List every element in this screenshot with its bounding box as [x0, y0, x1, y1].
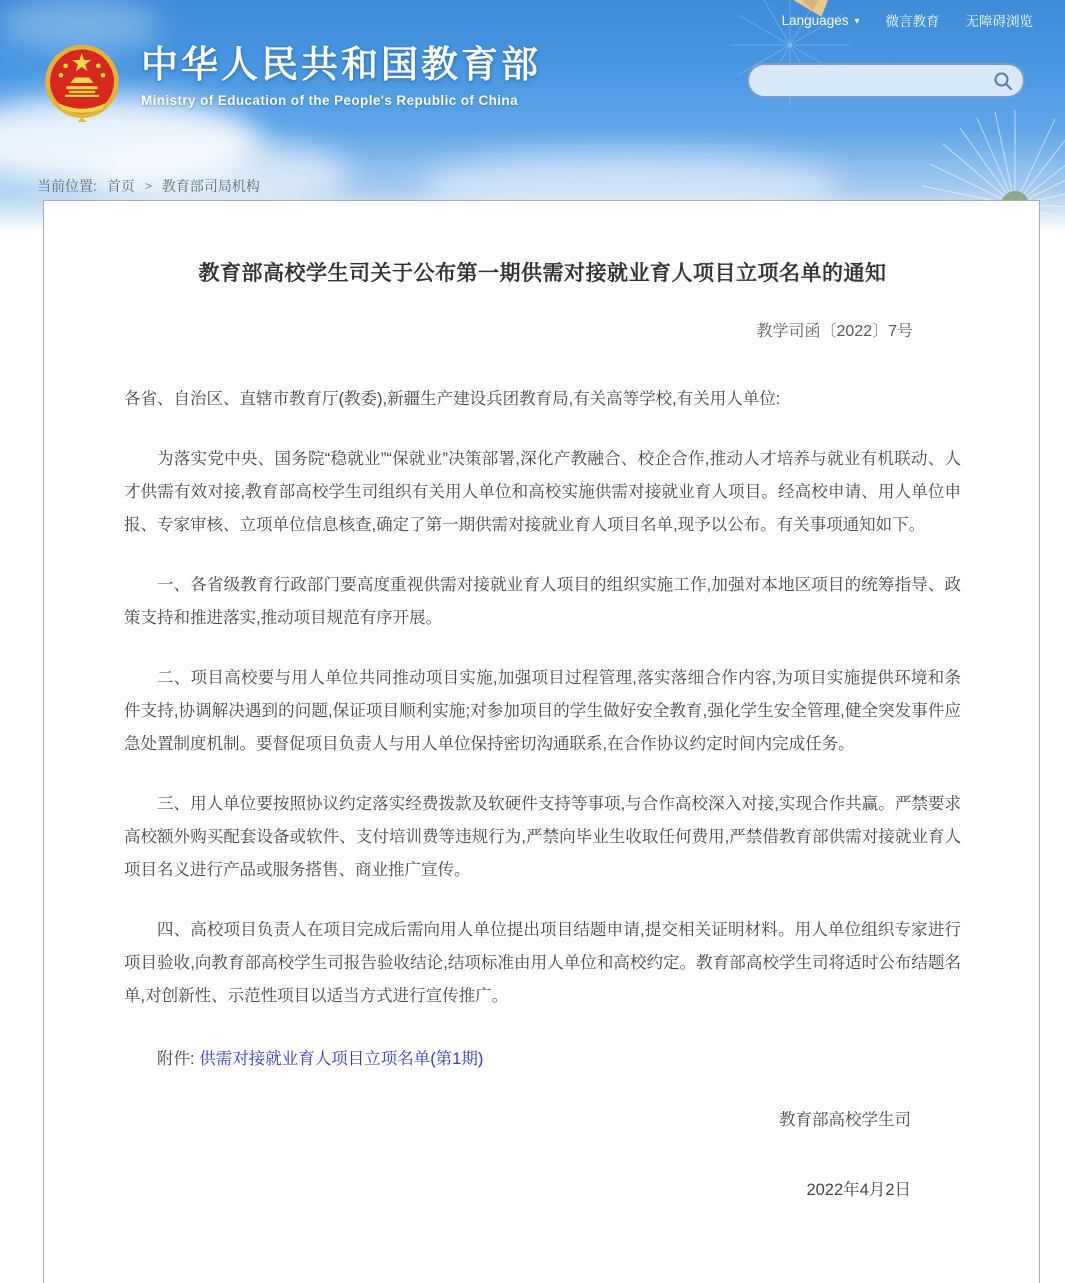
search-bar: [747, 63, 1025, 98]
search-button[interactable]: [993, 71, 1023, 91]
document-date: 2022年4月2日: [806, 1181, 911, 1200]
breadcrumb-location-label: 当前位置:: [37, 178, 97, 194]
document-paragraph: 为落实党中央、国务院“稳就业”“保就业”决策部署,深化产教融合、校企合作,推动人才培养与就业有机联动、人才供需有效对接,教育部高校学生司组织有关用人单位和高校实施供需对接就业育人项目。经高校申请、用人单位申报、专家审核、立项单位信息核查,确定了第一期供需对接就业育人项目名单,现予以公布。有关事项通知如下。: [124, 450, 961, 535]
document-addressee: 各省、自治区、直辖市教育厅(教委),新疆生产建设兵团教育局,有关高等学校,有关用人单位:: [124, 390, 781, 409]
weiyan-education-link[interactable]: 微言教育: [885, 14, 940, 29]
document-paragraph: 四、高校项目负责人在项目完成后需向用人单位提出项目结题申请,提交相关证明材料。用人单位组织专家进行项目验收,向教育部高校学生司报告验收结论,结项标准由用人单位和高校约定。教育部高校学生司将适时公布结题名单,对创新性、示范性项目以适当方式进行宣传推广。: [124, 921, 961, 1006]
search-input[interactable]: [749, 73, 993, 89]
attachment-label: 附件:: [157, 1050, 195, 1069]
search-icon: [993, 71, 1013, 91]
breadcrumb: [37, 176, 260, 196]
site-title-zh: 中华人民共和国教育部: [141, 44, 541, 85]
site-header: [43, 42, 541, 124]
document-title: 教育部高校学生司关于公布第一期供需对接就业育人项目立项名单的通知: [198, 262, 887, 285]
chevron-down-icon: ▾: [854, 15, 860, 27]
document-panel: [43, 200, 1040, 1283]
national-emblem-logo: [43, 42, 121, 124]
document-body: [124, 383, 961, 1200]
document-signature: 教育部高校学生司: [779, 1111, 911, 1130]
top-utility-bar: [782, 10, 1033, 30]
accessibility-link[interactable]: 无障碍浏览: [965, 14, 1033, 29]
languages-label: Languages: [781, 12, 849, 28]
document-number: 教学司函〔2022〕7号: [756, 323, 913, 341]
breadcrumb-current: 教育部司局机构: [161, 178, 260, 194]
attachment-link[interactable]: 供需对接就业育人项目立项名单(第1期): [199, 1050, 484, 1069]
document-paragraph: 一、各省级教育行政部门要高度重视供需对接就业育人项目的组织实施工作,加强对本地区项目的统筹指导、政策支持和推进落实,推动项目规范有序开展。: [124, 576, 961, 628]
sky-banner: [0, 0, 1065, 232]
attachment-line: [124, 1043, 961, 1076]
breadcrumb-home-link[interactable]: 首页: [106, 178, 135, 194]
document-paragraphs: [124, 443, 961, 1013]
breadcrumb-separator: >: [144, 179, 152, 193]
document-paragraph: 二、项目高校要与用人单位共同推动项目实施,加强项目过程管理,落实落细合作内容,为项目实施提供环境和条件支持,协调解决遇到的问题,保证项目顺利实施;对参加项目的学生做好安全教育,强化学生安全管理,健全突发事件应急处置制度机制。要督促项目负责人与用人单位保持密切沟通联系,在合作协议约定时间内完成任务。: [124, 669, 961, 754]
document-paragraph: 三、用人单位要按照协议约定落实经费拨款及软硬件支持等事项,与合作高校深入对接,实现合作共赢。严禁要求高校额外购买配套设备或软件、支付培训费等违规行为,严禁向毕业生收取任何费用,严禁借教育部供需对接就业育人项目名义进行产品或服务搭售、商业推广宣传。: [124, 795, 961, 880]
site-title-en: Ministry of Education of the People's Republic of China: [141, 92, 518, 108]
languages-menu[interactable]: [782, 13, 860, 28]
site-titles: [141, 42, 541, 108]
